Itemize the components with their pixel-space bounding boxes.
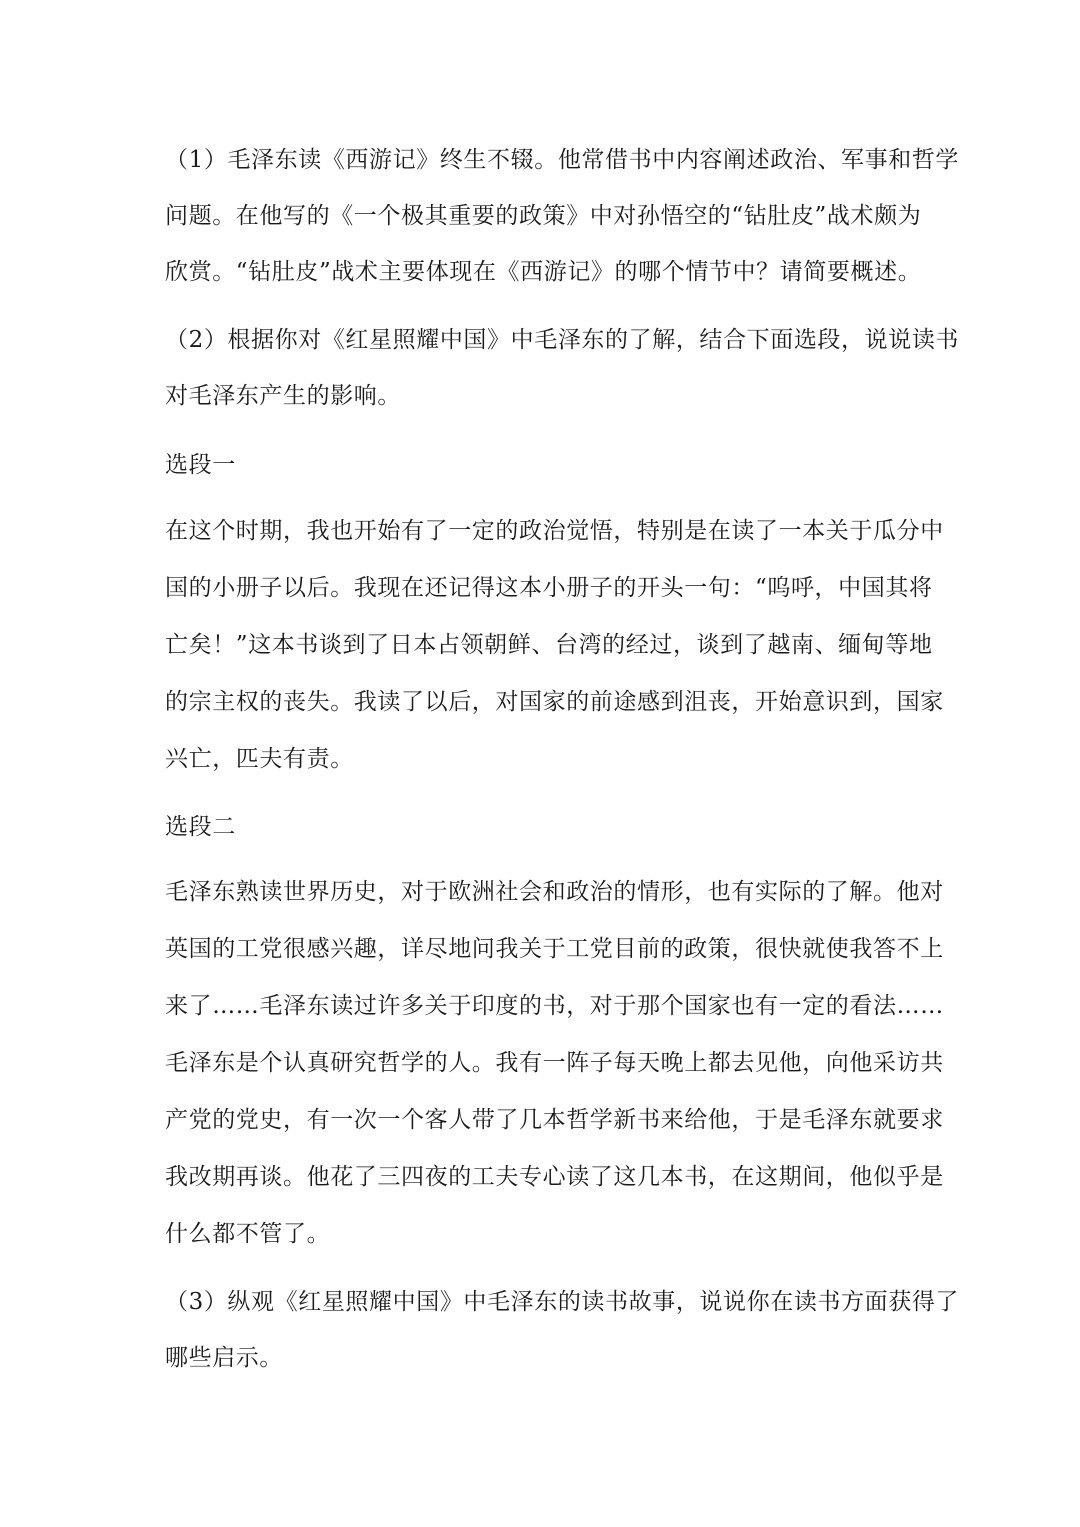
- question-2-line: （2）根据你对《红星照耀中国》中毛泽东的了解，结合下面选段，说说读书: [165, 327, 960, 353]
- excerpt-1-body: [165, 503, 944, 788]
- excerpt-2-line: 什么都不管了。: [165, 1221, 331, 1247]
- excerpt-2-body: [165, 864, 944, 1263]
- excerpt-1-line: 国的小册子以后。我现在还记得这本小册子的开头一句：“呜呼，中国其将: [165, 575, 933, 601]
- question-1-line: 欣赏。“钻肚皮”战术主要体现在《西游记》的哪个情节中？请简要概述。: [165, 259, 922, 285]
- excerpt-1-line: 兴亡，匹夫有责。: [165, 746, 354, 772]
- excerpt-2-line: 我改期再谈。他花了三四夜的工夫专心读了这几本书，在这期间，他似乎是: [165, 1164, 944, 1190]
- question-1-line: 问题。在他写的《一个极其重要的政策》中对孙悟空的“钻肚皮”战术颇为: [165, 203, 922, 229]
- excerpt-2-heading: 选段二: [165, 814, 236, 840]
- question-1: [165, 132, 960, 300]
- excerpt-2-line: 产党的党史，有一次一个客人带了几本哲学新书来给他，于是毛泽东就要求: [165, 1107, 944, 1133]
- question-1-line: （1）毛泽东读《西游记》终生不辍。他常借书中内容阐述政治、军事和哲学: [165, 147, 960, 173]
- excerpt-2-line: 来了……毛泽东读过许多关于印度的书，对于那个国家也有一定的看法……: [165, 993, 944, 1019]
- excerpt-2-line: 毛泽东是个认真研究哲学的人。我有一阵子每天晚上都去见他，向他采访共: [165, 1050, 944, 1076]
- excerpt-2-line: 毛泽东熟读世界历史，对于欧洲社会和政治的情形，也有实际的了解。他对: [165, 879, 944, 905]
- excerpt-1-heading: 选段一: [165, 452, 236, 478]
- excerpt-1-line: 亡矣！”这本书谈到了日本占领朝鲜、台湾的经过，谈到了越南、缅甸等地: [165, 632, 933, 658]
- excerpt-1-line: 的宗主权的丧失。我读了以后，对国家的前途感到沮丧，开始意识到，国家: [165, 689, 944, 715]
- question-2-line: 对毛泽东产生的影响。: [165, 383, 401, 409]
- excerpt-2-line: 英国的工党很感兴趣，详尽地问我关于工党目前的政策，很快就使我答不上: [165, 936, 944, 962]
- excerpt-1-line: 在这个时期，我也开始有了一定的政治觉悟，特别是在读了一本关于瓜分中: [165, 518, 944, 544]
- question-3-line: 哪些启示。: [165, 1345, 283, 1371]
- question-3: [165, 1274, 960, 1386]
- question-3-line: （3）纵观《红星照耀中国》中毛泽东的读书故事，说说你在读书方面获得了: [165, 1289, 960, 1315]
- question-2: [165, 312, 960, 424]
